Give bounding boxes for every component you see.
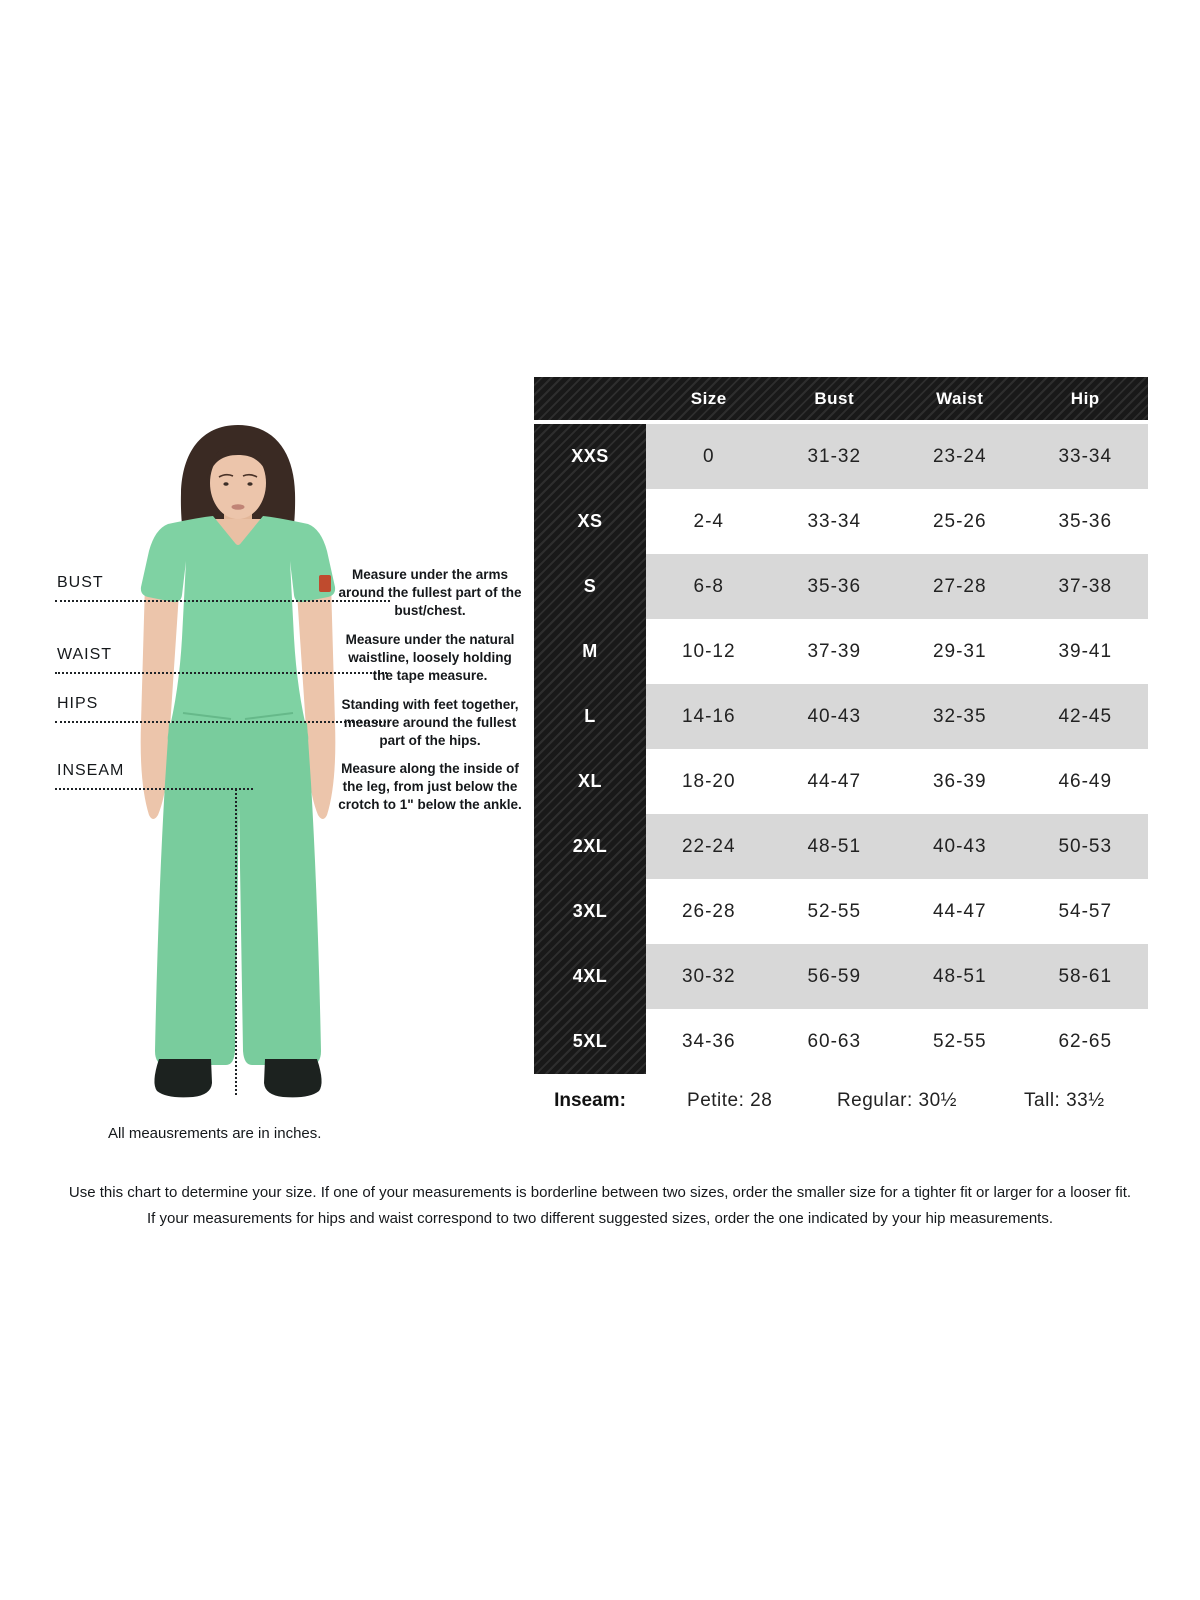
- column-header-waist: Waist: [936, 388, 984, 408]
- bust-label: BUST: [57, 574, 104, 591]
- cell-waist: 29-31: [932, 640, 987, 662]
- waist-label: WAIST: [57, 646, 113, 663]
- right-shoe: [264, 1059, 322, 1097]
- cell-bust: 40-43: [807, 705, 862, 727]
- size-chart-body: [534, 424, 1148, 1074]
- hips-label: HIPS: [57, 695, 99, 712]
- lips: [232, 504, 245, 510]
- table-row-2xl: [646, 814, 1148, 879]
- table-row-xs: [646, 489, 1148, 554]
- size-row-label: XXS: [571, 446, 609, 466]
- table-row-xxs: [646, 424, 1148, 489]
- size-row-label: 2XL: [572, 836, 608, 856]
- cell-bust: 56-59: [807, 965, 862, 987]
- table-row-4xl: [646, 944, 1148, 1009]
- size-row-label: 4XL: [572, 966, 608, 986]
- cell-hip: 37-38: [1058, 575, 1113, 597]
- size-chart: [534, 377, 1148, 1124]
- size-row-label: 5XL: [572, 1031, 608, 1051]
- size-chart-header: [534, 377, 1148, 420]
- inseam-row-label: Inseam:: [554, 1090, 626, 1111]
- cell-size: 10-12: [681, 640, 736, 662]
- table-row-m: [646, 619, 1148, 684]
- cell-waist: 36-39: [932, 770, 987, 792]
- size-row-label: L: [584, 706, 596, 726]
- column-header-size: Size: [690, 388, 727, 408]
- footer-line-1: Use this chart to determine your size. If one of your measurements is borderline between two sizes, order the smaller size for a tighter fit or larger for a looser fit.: [68, 1184, 1132, 1201]
- cell-hip: 54-57: [1058, 900, 1113, 922]
- cell-size: 26-28: [681, 900, 736, 922]
- cell-size: 2-4: [693, 510, 724, 532]
- left-shoe: [154, 1059, 212, 1097]
- inseam-regular: Regular: 30½: [836, 1090, 958, 1111]
- cell-waist: 25-26: [932, 510, 987, 532]
- scrub-pants: [155, 723, 321, 1065]
- cell-bust: 37-39: [807, 640, 862, 662]
- units-note: All meausrements are in inches.: [108, 1125, 322, 1142]
- waist-instruction: Measure under the natural waistline, loosely holding the tape measure.: [345, 632, 515, 684]
- cell-size: 14-16: [681, 705, 736, 727]
- inseam-vertical-guide-line: [235, 789, 237, 1095]
- cell-bust: 33-34: [807, 510, 862, 532]
- sizing-guidance-footer: [45, 1180, 1155, 1231]
- cell-bust: 48-51: [807, 835, 862, 857]
- cell-bust: 31-32: [807, 445, 862, 467]
- inseam-label: INSEAM: [57, 762, 125, 779]
- inseam-petite: Petite: 28: [687, 1090, 773, 1111]
- cell-size: 6-8: [693, 575, 724, 597]
- cell-bust: 44-47: [807, 770, 862, 792]
- size-row-label: XL: [577, 771, 602, 791]
- cell-waist: 23-24: [932, 445, 987, 467]
- left-eye: [223, 482, 228, 486]
- size-data-columns: [646, 424, 1148, 1074]
- cell-waist: 40-43: [932, 835, 987, 857]
- column-header-bust: Bust: [814, 388, 855, 408]
- hips-instruction: Standing with feet together, measure around the fullest part of the hips.: [341, 697, 519, 749]
- inseam-row: [534, 1078, 1148, 1124]
- inseam-guide-line: [55, 788, 253, 790]
- cell-waist: 52-55: [932, 1030, 987, 1052]
- cell-bust: 35-36: [807, 575, 862, 597]
- cell-waist: 48-51: [932, 965, 987, 987]
- cell-hip: 35-36: [1058, 510, 1113, 532]
- size-row-label: S: [583, 576, 597, 596]
- cell-size: 22-24: [681, 835, 736, 857]
- table-row-3xl: [646, 879, 1148, 944]
- cell-waist: 44-47: [932, 900, 987, 922]
- cell-size: 34-36: [681, 1030, 736, 1052]
- cell-size: 0: [702, 445, 715, 467]
- size-row-label: 3XL: [572, 901, 608, 921]
- right-eye: [247, 482, 252, 486]
- cell-size: 30-32: [681, 965, 736, 987]
- table-row-l: [646, 684, 1148, 749]
- table-row-5xl: [646, 1009, 1148, 1074]
- cell-hip: 58-61: [1058, 965, 1113, 987]
- size-row-label: M: [582, 641, 598, 661]
- cell-bust: 52-55: [807, 900, 862, 922]
- table-row-s: [646, 554, 1148, 619]
- table-row-xl: [646, 749, 1148, 814]
- size-label-column: [534, 424, 646, 1074]
- inseam-tall: Tall: 33½: [1024, 1090, 1105, 1111]
- size-row-label: XS: [577, 511, 603, 531]
- cell-bust: 60-63: [807, 1030, 862, 1052]
- cell-hip: 39-41: [1058, 640, 1113, 662]
- cell-hip: 46-49: [1058, 770, 1113, 792]
- cell-hip: 33-34: [1058, 445, 1113, 467]
- sleeve-tag: [319, 575, 331, 592]
- cell-hip: 50-53: [1058, 835, 1113, 857]
- cell-waist: 27-28: [932, 575, 987, 597]
- bust-instruction: Measure under the arms around the fullest part of the bust/chest.: [338, 567, 522, 619]
- cell-hip: 42-45: [1058, 705, 1113, 727]
- cell-hip: 62-65: [1058, 1030, 1113, 1052]
- cell-size: 18-20: [681, 770, 736, 792]
- cell-waist: 32-35: [932, 705, 987, 727]
- footer-line-2: If your measurements for hips and waist correspond to two different suggested sizes, order the one indicated by your hip measurements.: [146, 1209, 1054, 1227]
- inseam-instruction: Measure along the inside of the leg, from just below the crotch to 1" below the ankle.: [338, 761, 522, 813]
- column-header-hip: Hip: [1070, 388, 1100, 408]
